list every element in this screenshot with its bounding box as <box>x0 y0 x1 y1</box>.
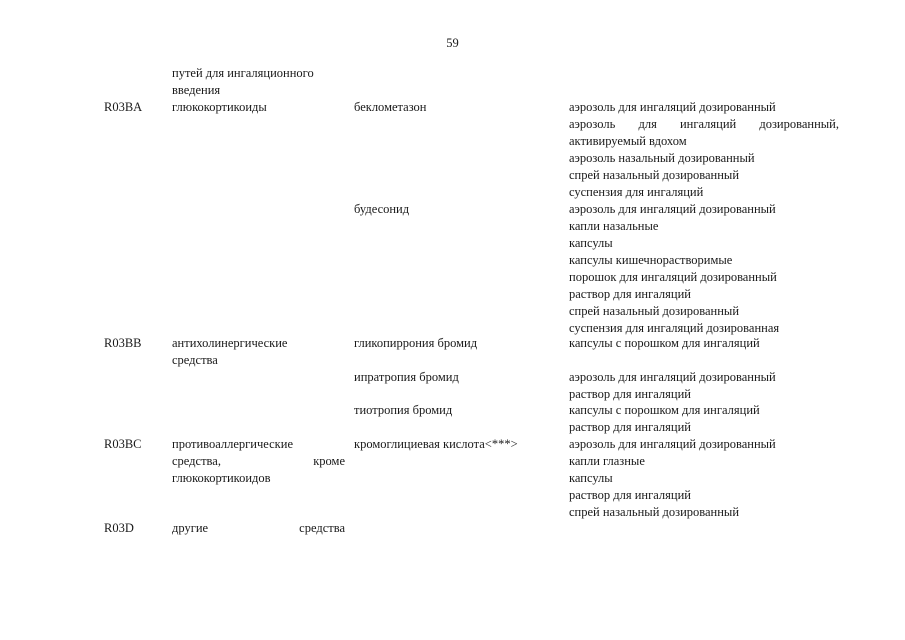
page-number: 59 <box>446 36 459 50</box>
dosage-form: аэрозоль назальный дозированный <box>569 151 755 165</box>
drug-name: гликопиррония бромид <box>354 336 478 350</box>
dosage-form: спрей назальный дозированный <box>569 168 740 182</box>
dosage-form: аэрозоль для ингаляций дозированный <box>569 202 776 216</box>
dosage-form: раствор для ингаляций <box>569 420 691 434</box>
dosage-form: капсулы <box>569 236 613 250</box>
group-name <box>172 335 345 369</box>
group-word: средства, <box>172 454 221 468</box>
atc-code: R03BC <box>104 437 142 451</box>
dosage-forms <box>569 369 839 403</box>
group-continuation <box>172 65 345 99</box>
dosage-form: спрей назальный дозированный <box>569 505 740 519</box>
group-line: глюкокортикоидов <box>172 471 271 485</box>
group-line <box>172 453 345 470</box>
dosage-form: капсулы кишечнорастворимые <box>569 253 733 267</box>
dosage-form: аэрозоль для ингаляций дозированный <box>569 370 776 384</box>
group-line: средства <box>172 353 218 367</box>
dosage-form: аэрозоль для ингаляций дозированный <box>569 437 776 451</box>
group-line: путей для ингаляционного <box>172 66 314 80</box>
atc-code: R03BB <box>104 336 142 350</box>
dosage-form: суспензия для ингаляций дозированная <box>569 321 780 335</box>
group-word: другие <box>172 521 209 535</box>
dosage-forms <box>569 436 839 521</box>
dosage-forms <box>569 335 839 352</box>
dosage-form: раствор для ингаляций <box>569 387 691 401</box>
dosage-form: капсулы <box>569 471 613 485</box>
group-name <box>172 520 345 537</box>
drug-name: кромоглициевая кислота<***> <box>354 437 518 451</box>
dosage-form: раствор для ингаляций <box>569 488 691 502</box>
dosage-form: аэрозоль для ингаляций дозированный <box>569 100 776 114</box>
atc-code: R03D <box>104 521 134 535</box>
dosage-form: капсулы с порошком для ингаляций <box>569 403 760 417</box>
dosage-form: активируемый вдохом <box>569 134 687 148</box>
group-line: введения <box>172 83 221 97</box>
group-word: кроме <box>313 454 345 468</box>
dosage-form: суспензия для ингаляций <box>569 185 704 199</box>
dosage-form: аэрозоль для ингаляций дозированный, <box>569 117 839 131</box>
drug-name: беклометазон <box>354 100 427 114</box>
group-name: глюкокортикоиды <box>172 100 267 114</box>
dosage-forms <box>569 201 839 337</box>
dosage-form: капли глазные <box>569 454 645 468</box>
dosage-form: капсулы с порошком для ингаляций <box>569 336 760 350</box>
drug-name: будесонид <box>354 202 410 216</box>
dosage-form: раствор для ингаляций <box>569 287 691 301</box>
drug-name: ипратропия бромид <box>354 370 459 384</box>
group-word: средства <box>299 521 345 535</box>
dosage-form: капли назальные <box>569 219 659 233</box>
group-line: противоаллергические <box>172 437 293 451</box>
dosage-form: спрей назальный дозированный <box>569 304 740 318</box>
group-line: антихолинергические <box>172 336 288 350</box>
drug-name: тиотропия бромид <box>354 403 453 417</box>
dosage-forms <box>569 402 839 436</box>
group-name <box>172 436 345 487</box>
atc-code: R03BA <box>104 100 143 114</box>
dosage-forms <box>569 99 839 201</box>
dosage-form: порошок для ингаляций дозированный <box>569 270 777 284</box>
